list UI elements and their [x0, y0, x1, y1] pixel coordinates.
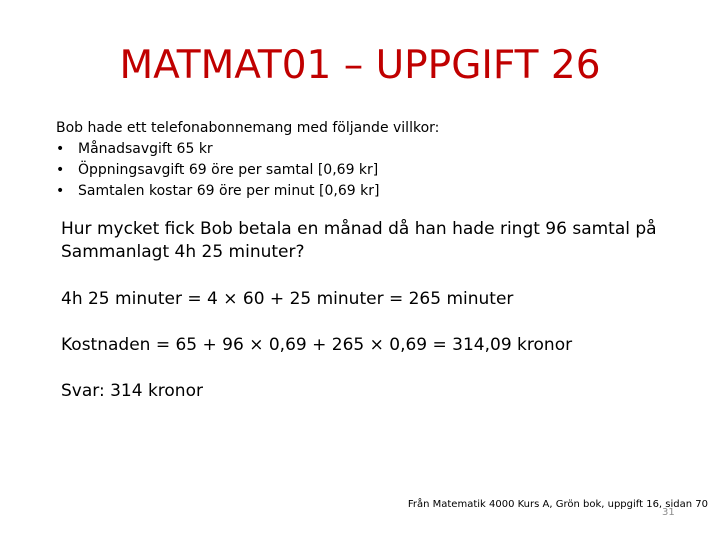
- bullet-icon: •: [56, 162, 65, 178]
- bullet-icon: •: [56, 183, 65, 199]
- question-line: Sammanlagt 4h 25 minuter?: [61, 242, 305, 262]
- cost-calculation: Kostnaden = 65 + 96 × 0,69 + 265 × 0,69 = 314,09 kronor: [61, 335, 573, 355]
- condition-text: Samtalen kostar 69 öre per minut [0,69 kr]: [78, 183, 380, 199]
- condition-text: Öppningsavgift 69 öre per samtal [0,69 kr]: [78, 162, 379, 178]
- condition-text: Månadsavgift 65 kr: [78, 141, 213, 157]
- slide-title: MATMAT01 – UPPGIFT 26: [119, 43, 601, 88]
- condition-item: [56, 160, 439, 181]
- conditions-list: [56, 139, 439, 202]
- source-citation: Från Matematik 4000 Kurs A, Grön bok, uppgift 16, sidan 70: [407, 499, 708, 510]
- slide-number: 31: [662, 507, 675, 518]
- condition-item: [56, 181, 439, 202]
- bullet-icon: •: [56, 141, 65, 157]
- conditions-intro: Bob hade ett telefonabonnemang med följande villkor:: [56, 120, 440, 136]
- condition-item: [56, 139, 439, 160]
- question-block: [61, 218, 657, 264]
- conditions-block: [56, 118, 439, 202]
- question-line: Hur mycket fick Bob betala en månad då han hade ringt 96 samtal på: [61, 219, 657, 239]
- answer-text: Svar: 314 kronor: [61, 381, 203, 401]
- minutes-calculation: 4h 25 minuter = 4 × 60 + 25 minuter = 265 minuter: [61, 289, 514, 309]
